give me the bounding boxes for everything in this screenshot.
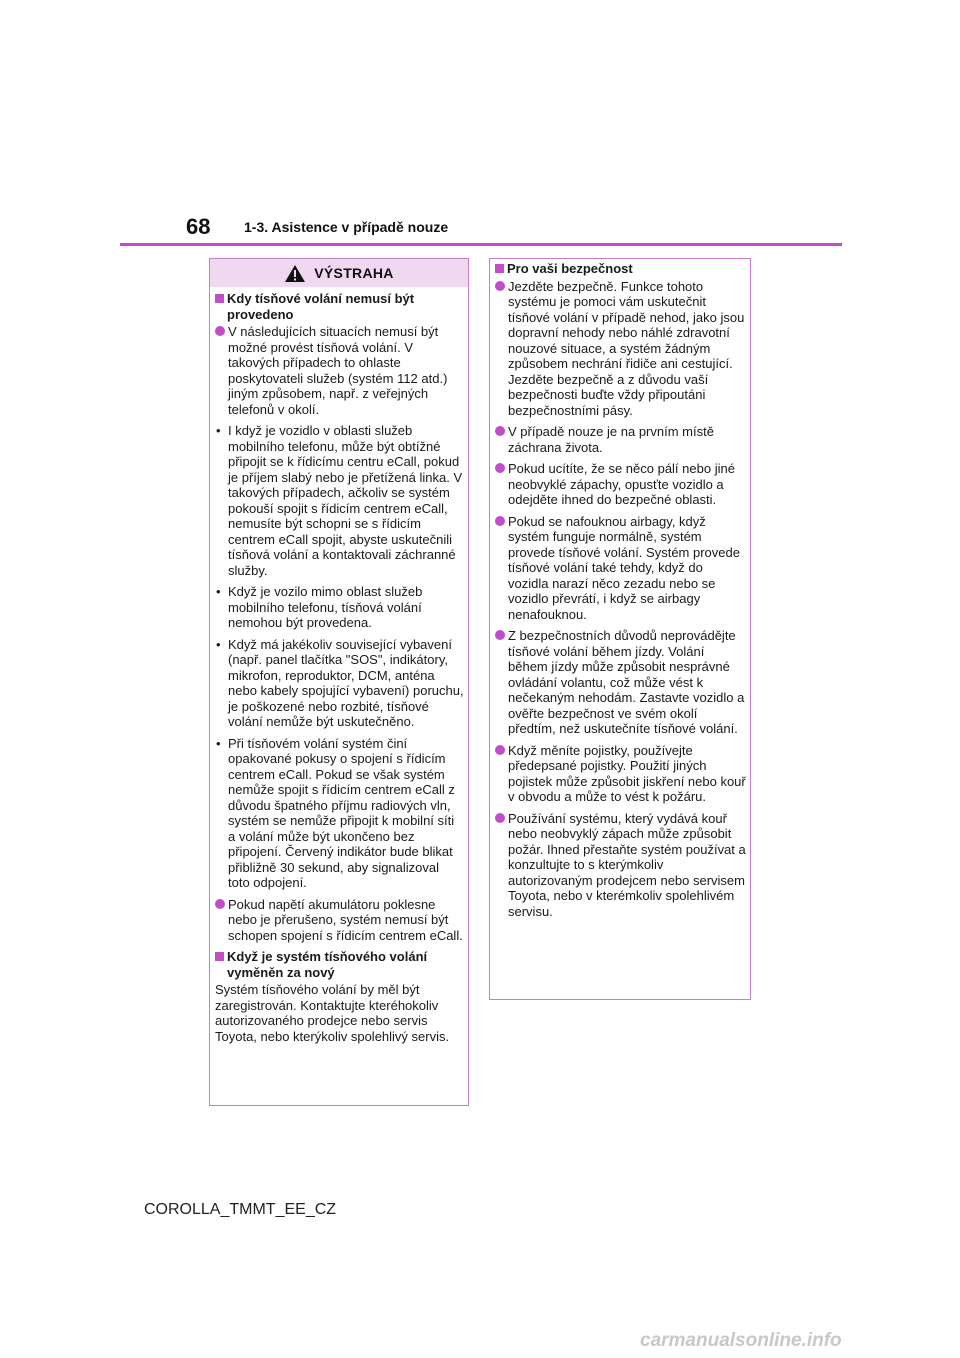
circle-bullet-icon (495, 630, 505, 640)
circle-bullet-icon (495, 463, 505, 473)
circle-bullet-icon (495, 813, 505, 823)
list-item: Když měníte pojistky, používejte předepsané pojistky. Použití jiných pojistek může způsobit jiskření nebo kouř v obvodu a může to vést k požáru. (495, 743, 746, 805)
square-bullet-icon (215, 952, 224, 961)
list-item: Používání systému, který vydává kouř nebo neobvyklý zápach může způsobit požár. Ihned přestaňte systém používat a konzultujte to s kterýmkoliv autorizovaným prodejcem nebo servisem Toyota, nebo v kterémkoliv spolehlivém servisu. (495, 811, 746, 920)
square-bullet-icon (495, 264, 504, 273)
list-item: • I když je vozidlo v oblasti služeb mobilního telefonu, může být obtížné připojit se k řídicímu centru eCall, pokud je příjem slabý nebo je přetížená linka. V takových případech, ačkoliv se systém pokouší spojit s řídicím centrem eCall, nemusíte být schopni se s řídicím centrem eCall spojit, abyste uskutečnili tísňová volání a kontaktovali záchranné služby. (216, 423, 463, 578)
dot-bullet-icon: • (216, 636, 221, 652)
safety-box (489, 258, 751, 1000)
warning-body (210, 287, 468, 1044)
dot-bullet-icon: • (216, 735, 221, 751)
dot-bullet-icon: • (216, 423, 221, 438)
warning-heading-2: Když je systém tísňového volání vyměněn za nový (215, 949, 464, 980)
warning-header (210, 259, 468, 287)
list-item: Pokud se nafouknou airbagy, když systém funguje normálně, systém provede tísňové volání. Systém provede tísňové volání také tehdy, když do vozidla narazí něco zezadu nebo se vozidlo převrátí, i když se airbagy nenafouknou. (495, 514, 746, 623)
circle-bullet-icon (215, 326, 225, 336)
circle-bullet-icon (495, 516, 505, 526)
list-item: Pokud ucítíte, že se něco pálí nebo jiné neobvyklé zápachy, opusťte vozidlo a odejděte ihned do bezpečné oblasti. (495, 461, 746, 508)
section-title: 1-3. Asistence v případě nouze (244, 219, 449, 235)
dot-bullet-icon: • (216, 584, 221, 599)
warning-heading-1: Kdy tísňové volání nemusí být provedeno (215, 291, 464, 322)
header-divider (120, 243, 842, 246)
list-item: • Při tísňovém volání systém činí opakované pokusy o spojení s řídicím centrem eCall. Pokud se však systém nemůže spojit s řídicím centrem eCall z důvodu špatného příjmu radiových vln, systém se nemůže připojit k mobilní síti a volání může být ukončeno bez připojení. Červený indikátor bude blikat přibližně 30 sekund, aby signalizoval toto odpojení. (216, 735, 455, 890)
list-item: Z bezpečnostních důvodů neprovádějte tísňové volání během jízdy. Volání během jízdy může způsobit nesprávné ovládání volantu, což může vést k nečekaným nehodám. Zastavte vozidlo a ověřte bezpečnost ve svém okolí předtím, než uskutečníte tísňové volání. (495, 628, 746, 737)
page-number: 68 (186, 214, 211, 239)
list-item: • Když je vozilo mimo oblast služeb mobilního telefonu, tísňová volání nemohou být provedena. (216, 584, 423, 630)
safety-heading: Pro vaši bezpečnost (495, 261, 746, 277)
watermark: carmanualsonline.info (640, 1330, 842, 1351)
warning-triangle-icon (284, 264, 306, 283)
list-item: Jezděte bezpečně. Funkce tohoto systému je pomoci vám uskutečnit tísňové volání v případě nehod, jako jsou dopravní nehody nebo náhlé zdravotní nouzové situace, a systém žádným způsobem nechrání řidiče ani cestující. Jezděte bezpečně a z důvodu vaší bezpečnosti buďte vždy připoutáni bezpečnostními pásy. (495, 279, 746, 419)
list-item: • Když má jakékoliv související vybavení (např. panel tlačítka "SOS", indikátory, mikrofon, reproduktor, DCM, anténa nebo kabely spojující vybavení) poruchu, je poškozené nebo rozbité, tísňové volání nemůže být uskutečněno. (216, 636, 464, 729)
list-item: V případě nouze je na prvním místě záchrana života. (495, 424, 746, 455)
warning-title: VÝSTRAHA (314, 265, 394, 281)
document-code: COROLLA_TMMT_EE_CZ (144, 1201, 337, 1218)
square-bullet-icon (215, 294, 224, 303)
warning-box (209, 258, 469, 1106)
list-item: Pokud napětí akumulátoru poklesne nebo je přerušeno, systém nemusí být schopen spojení s řídicím centrem eCall. (215, 897, 464, 944)
circle-bullet-icon (495, 745, 505, 755)
circle-bullet-icon (495, 281, 505, 291)
circle-bullet-icon (495, 426, 505, 436)
circle-bullet-icon (215, 899, 225, 909)
list-item: V následujících situacích nemusí být možné provést tísňová volání. V takových případech to ohlaste poskytovateli služeb (systém 112 atd.) jiným způsobem, např. z veřejných telefonů v okolí. (215, 324, 464, 417)
warning-paragraph: Systém tísňového volání by měl být zaregistrován. Kontaktujte kteréhokoliv autorizovaného prodejce nebo servis Toyota, nebo kterýkoliv spolehlivý servis. (215, 982, 450, 1044)
